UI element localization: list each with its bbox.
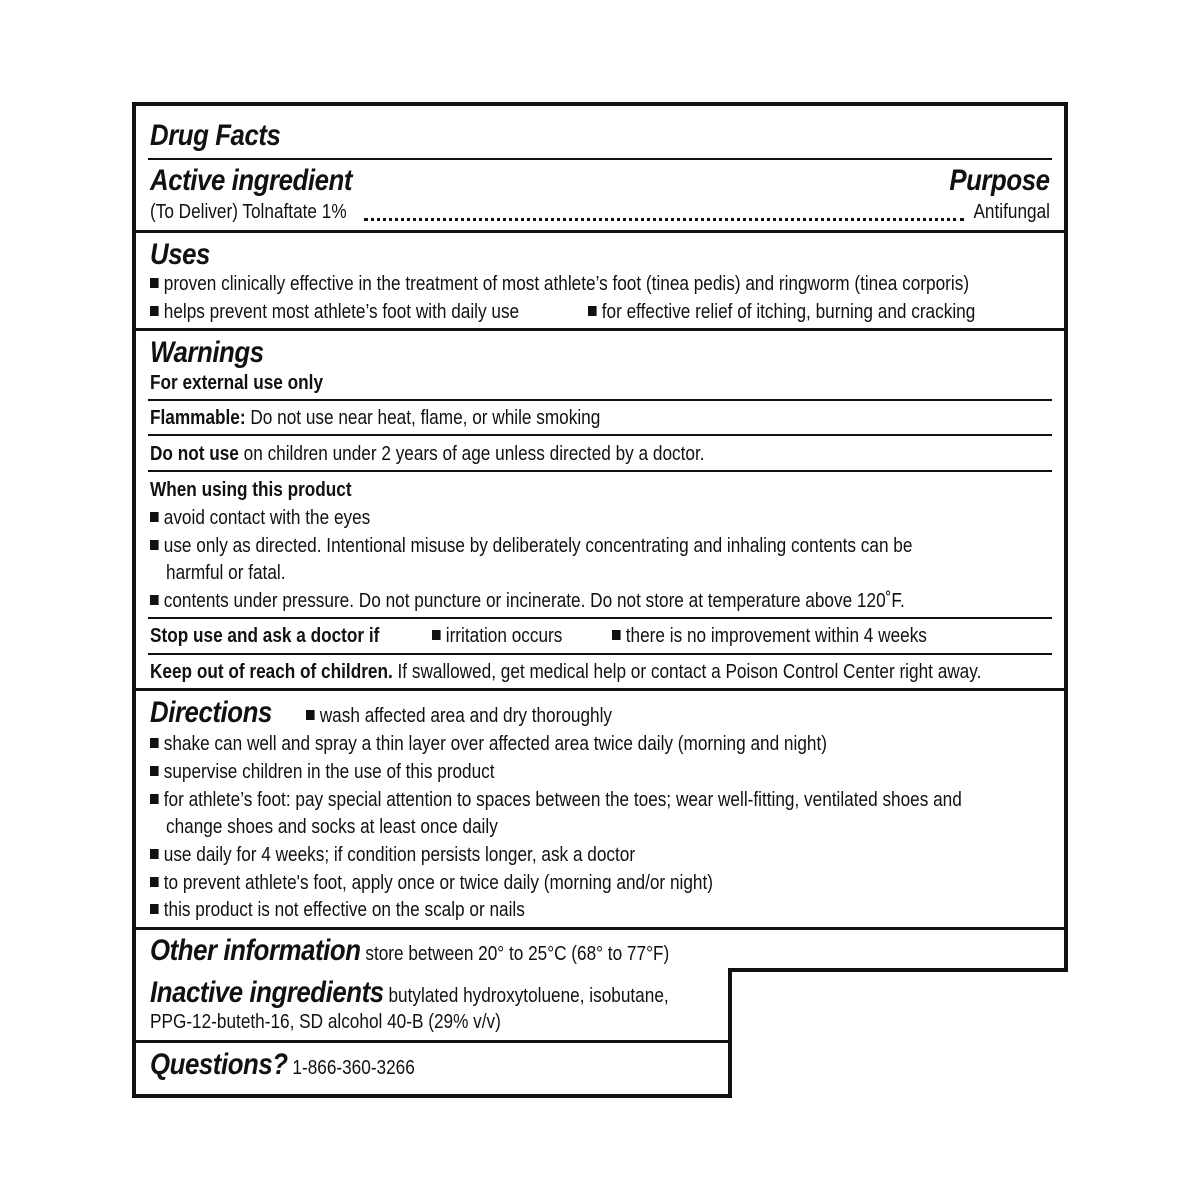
bullet-icon	[150, 794, 159, 804]
bullet-icon	[150, 540, 159, 550]
uses-heading: Uses	[150, 238, 210, 271]
section-divider	[136, 1040, 728, 1043]
bullet-icon	[150, 877, 159, 887]
questions-heading: Questions?	[150, 1048, 288, 1081]
section-divider	[136, 328, 1064, 331]
purpose-value: Antifungal	[973, 201, 1050, 223]
bullet-icon	[150, 849, 159, 859]
dot-leader	[364, 218, 964, 221]
divider	[148, 434, 1052, 436]
directions-item: use daily for 4 weeks; if condition persists longer, ask a doctor	[150, 843, 714, 867]
divider	[148, 399, 1052, 401]
divider	[148, 158, 1052, 160]
when-using-item: contents under pressure. Do not puncture or incinerate. Do not store at temperature above 120˚F.	[150, 589, 1028, 613]
directions-item: for athlete’s foot: pay special attention to spaces between the toes; wear well-fitting, ventilated shoes and	[150, 788, 1094, 812]
drug-facts-title: Drug Facts	[150, 119, 281, 152]
phone-number: 1-866-360-3266	[292, 1057, 415, 1079]
other-info-heading: Other information	[150, 934, 361, 967]
divider	[148, 617, 1052, 619]
active-ingredient-row	[150, 164, 385, 201]
directions-item: to prevent athlete's foot, apply once or twice daily (morning and/or night)	[150, 871, 805, 895]
bullet-icon	[150, 306, 159, 316]
bullet-icon	[612, 630, 621, 640]
when-using-item: avoid contact with the eyes	[150, 506, 406, 530]
drug-facts-panel	[132, 102, 1068, 972]
divider	[148, 653, 1052, 655]
stop-use-line: Stop use and ask a doctor if	[150, 625, 380, 647]
bullet-icon	[150, 595, 159, 605]
uses-item: for effective relief of itching, burning and cracking	[588, 300, 1038, 324]
inactive-ingredients-row: Inactive ingredients butylated hydroxytoluene, isobutane,	[150, 976, 669, 1009]
active-ingredient-heading: Active ingredient	[150, 164, 353, 197]
bullet-icon	[150, 512, 159, 522]
inactive-ingredients-line2: PPG-12-buteth-16, SD alcohol 40-B (29% v/v)	[150, 1011, 501, 1033]
warnings-heading-row	[150, 336, 282, 373]
directions-heading: Directions	[150, 696, 272, 729]
external-use-line: For external use only	[150, 372, 324, 394]
section-divider	[136, 230, 1064, 233]
drug-facts-lower-panel	[132, 968, 732, 1098]
do-not-use-line: Do not use on children under 2 years of age unless directed by a doctor.	[150, 443, 705, 465]
when-using-item-continued: harmful or fatal.	[166, 562, 286, 584]
warnings-heading: Warnings	[150, 336, 264, 369]
other-info-text: store between 20° to 25°C (68° to 77°F)	[365, 943, 670, 965]
uses-item: helps prevent most athlete’s foot with daily use	[150, 300, 579, 324]
directions-item-continued: change shoes and socks at least once daily	[166, 816, 498, 838]
directions-item: supervise children in the use of this product	[150, 760, 551, 784]
stop-use-item: there is no improvement within 4 weeks	[612, 624, 978, 648]
uses-item: proven clinically effective in the treatment of most athlete’s foot (tinea pedis) and ringworm (tinea corporis)	[150, 272, 1102, 296]
when-using-item: use only as directed. Intentional misuse by deliberately concentrating and inhaling contents can be	[150, 534, 1037, 558]
section-divider	[136, 688, 1064, 691]
purpose-wrap	[961, 200, 1050, 224]
other-info-row	[150, 934, 754, 971]
inactive-ingredients-heading: Inactive ingredients	[150, 976, 384, 1009]
divider	[148, 470, 1052, 472]
uses-heading-row	[150, 238, 220, 275]
questions-row	[150, 1048, 458, 1085]
flammable-line: Flammable: Do not use near heat, flame, or while smoking	[150, 407, 601, 429]
bullet-icon	[432, 630, 441, 640]
bullet-icon	[306, 710, 315, 720]
when-using-heading: When using this product	[150, 479, 352, 501]
directions-item: this product is not effective on the scalp or nails	[150, 898, 586, 922]
directions-item: shake can well and spray a thin layer over affected area twice daily (morning and night)	[150, 732, 937, 756]
bullet-icon	[588, 306, 597, 316]
keep-out-line: Keep out of reach of children. If swallowed, get medical help or contact a Poison Control Center right away.	[150, 661, 982, 683]
purpose-heading-wrap	[933, 164, 1050, 203]
bullet-icon	[150, 278, 159, 288]
drug-facts-title-row	[150, 118, 302, 157]
stop-use-item: irritation occurs	[432, 624, 584, 648]
bullet-icon	[150, 738, 159, 748]
directions-item: wash affected area and dry thoroughly	[306, 704, 662, 728]
bullet-icon	[150, 766, 159, 776]
purpose-heading: Purpose	[949, 164, 1050, 197]
bullet-icon	[150, 904, 159, 914]
ingredient-name: (To Deliver) Tolnaftate 1%	[150, 201, 347, 223]
section-divider	[136, 927, 1064, 930]
directions-heading-row	[150, 696, 292, 733]
